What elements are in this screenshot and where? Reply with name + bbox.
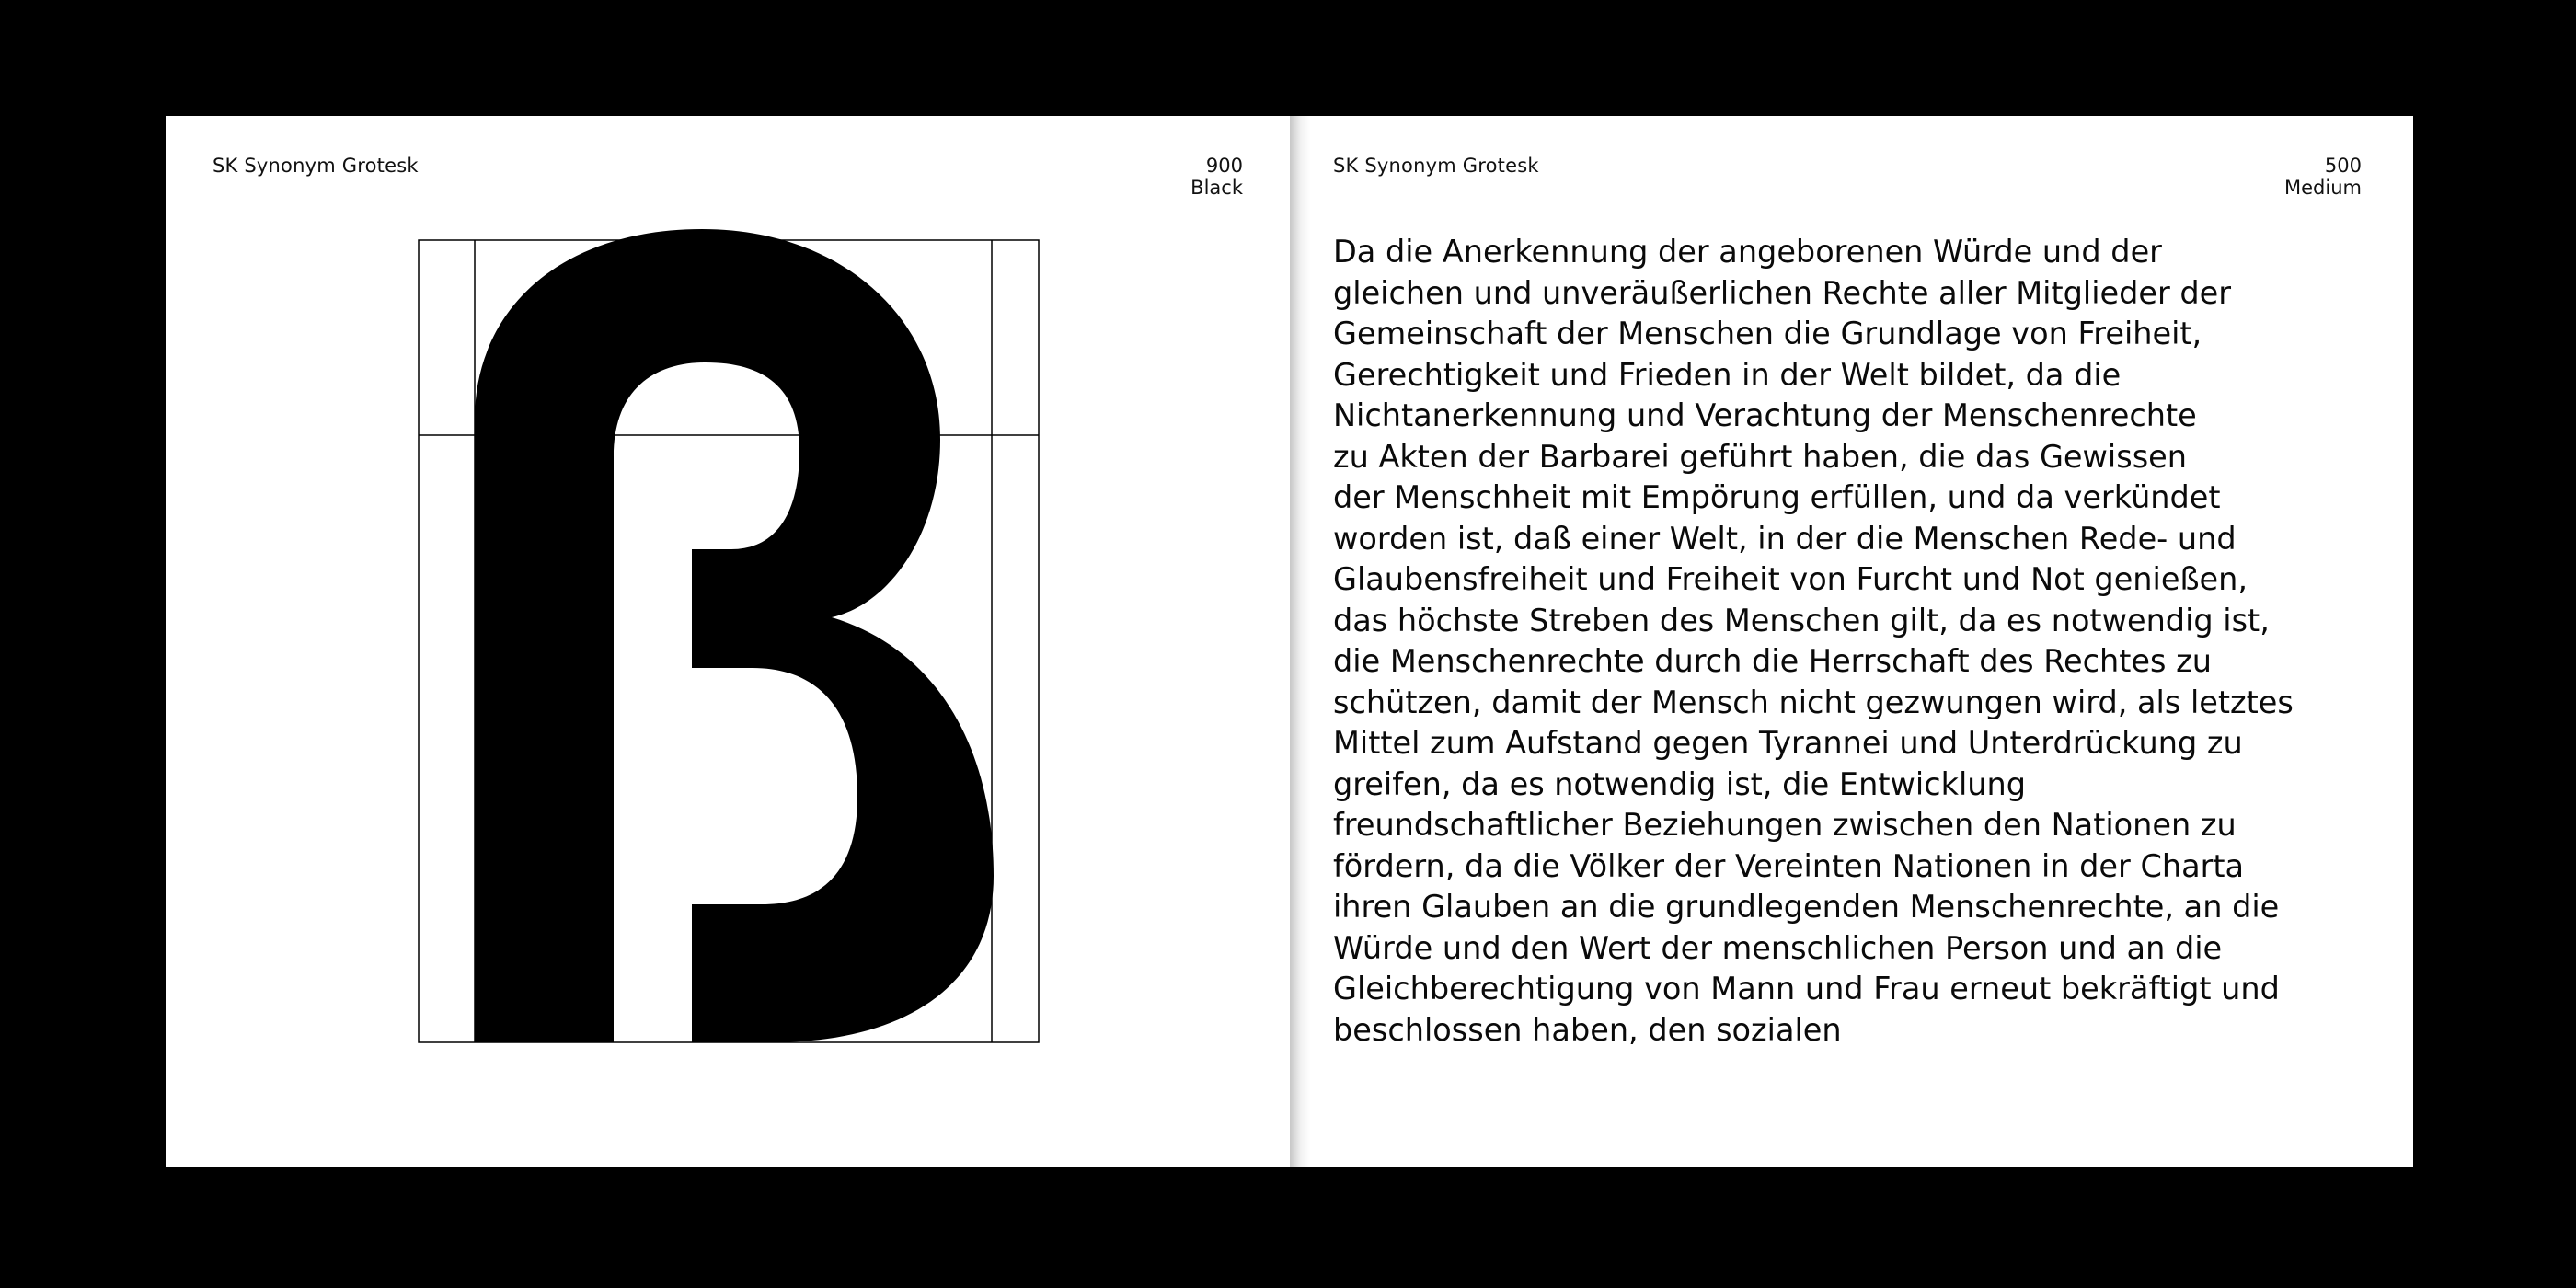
specimen-body-text: Da die Anerkennung der angeborenen Würde und der gleichen und unveräußerlichen Rechte aller Mitglieder der Gemeinschaft der Menschen die Grundlage von Freiheit, Gerechtigkeit und Frieden in der Welt bildet, da die Nichtanerkennung und Verachtung der Menschenrechte zu Akten der Barbarei geführt haben, die das Gewissen der Menschheit mit Empörung erfüllen, und da verkündet worden ist, daß einer Welt, in der die Menschen Rede- und Glaubensfreiheit und Freiheit von Furcht und Not genießen, das höchste Streben des Menschen gilt, da es notwendig ist, die Menschenrechte durch die Herrschaft des Rechtes zu schützen, damit der Mensch nicht gezwungen wird, als letztes Mittel zum Aufstand gegen Tyrannei und Unterdrückung zu greifen, da es notwendig ist, die Entwicklung freundschaftlicher Beziehungen zwischen den Nationen zu fördern, da die Völker der Vereinten Nationen in der Charta ihren Glauben an die grundlegenden Menschenrechte, an die Würde und den Wert der menschlichen Person und an die Gleichberechtigung von Mann und Frau erneut bekräftigt und beschlossen haben, den sozialen: [1333, 234, 2294, 1048]
glyph-specimen: [166, 116, 1290, 1167]
eszett-glyph-shape: [475, 229, 994, 1042]
left-page: [166, 116, 1290, 1167]
weight-name: Medium: [2284, 177, 2362, 199]
weight-label: [2178, 155, 2362, 199]
weight-number: 900: [1205, 155, 1243, 177]
weight-name: Black: [1190, 177, 1243, 199]
book-spread: [166, 116, 2413, 1167]
weight-number: 500: [2324, 155, 2362, 177]
right-page: [1290, 116, 2413, 1167]
font-name-label: SK Synonym Grotesk: [213, 155, 419, 177]
font-name-label: SK Synonym Grotesk: [1333, 155, 1539, 177]
